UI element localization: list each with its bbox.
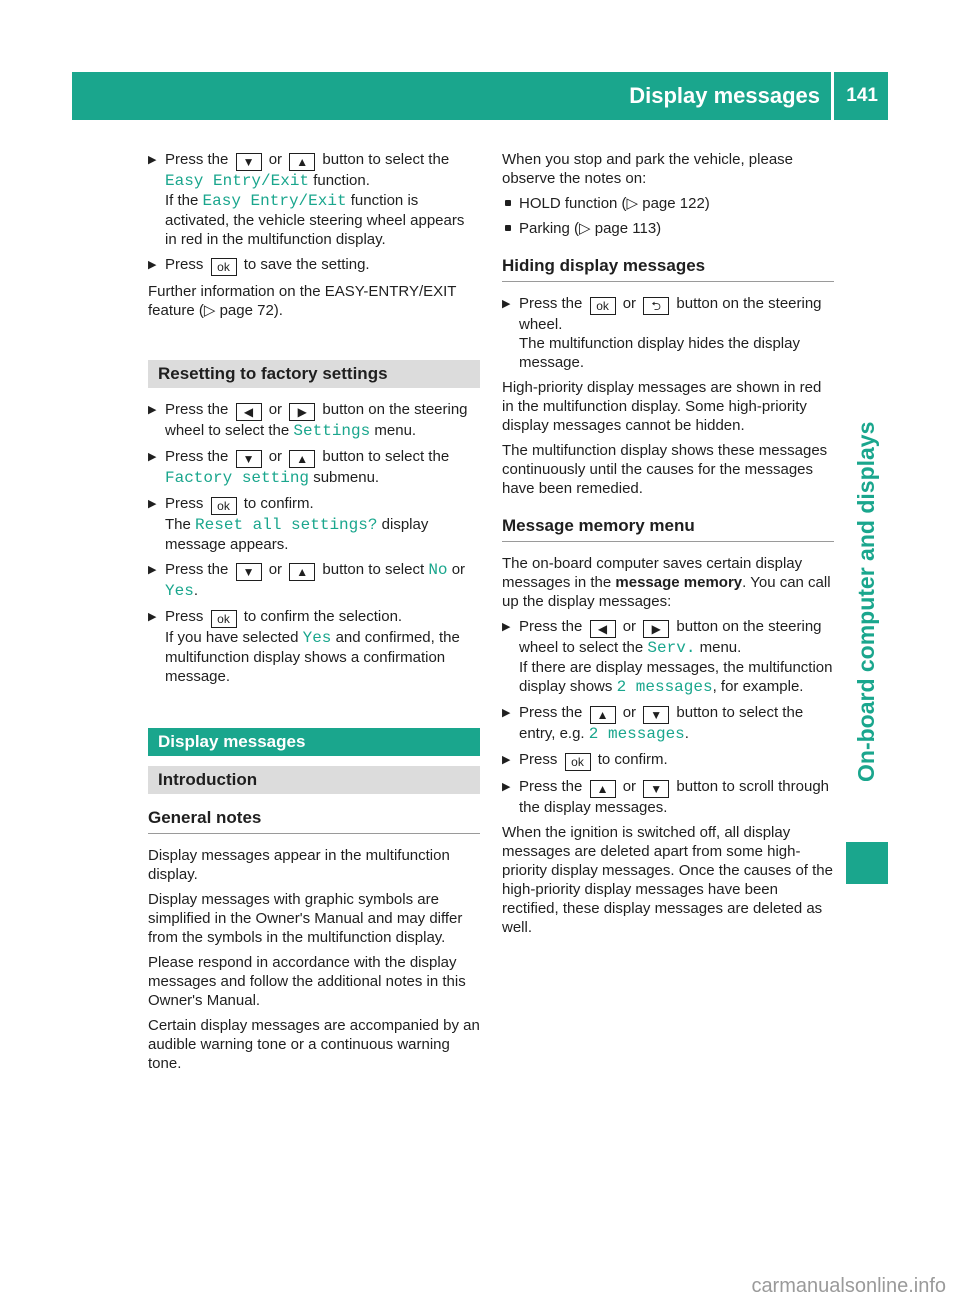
display-code: Easy Entry/Exit <box>202 192 347 210</box>
left-column <box>148 150 480 1079</box>
up-key-icon: ▲ <box>289 563 315 581</box>
text: or <box>268 151 283 168</box>
text: or <box>268 561 283 578</box>
text: button to select the <box>322 448 450 465</box>
text: Press the <box>519 778 583 795</box>
paragraph: When you stop and park the vehicle, please observe the notes on: <box>502 151 794 187</box>
text: menu. <box>374 422 417 439</box>
text: or <box>268 448 283 465</box>
step <box>148 447 480 488</box>
left-key-icon: ◀ <box>236 403 262 421</box>
subsection-heading: Message memory menu <box>502 516 834 542</box>
text: or <box>622 618 637 635</box>
text: button to select the <box>322 151 450 168</box>
right-key-icon: ▶ <box>289 403 315 421</box>
text: or <box>622 295 637 312</box>
paragraph: Further information on the EASY-ENTRY/EXIT feature (▷ page 72). <box>148 283 457 319</box>
paragraph: Display messages with graphic symbols are simplified in the Owner's Manual and may differ from the symbols in the multifunction display. <box>148 891 463 946</box>
text: , for example. <box>712 678 804 695</box>
list-item: Parking (▷ page 113) <box>502 219 834 238</box>
text: to confirm. <box>243 495 314 512</box>
text: . <box>684 725 689 742</box>
text: button on the steering wheel to select the <box>165 401 468 439</box>
step <box>148 255 480 276</box>
up-key-icon: ▲ <box>289 450 315 468</box>
side-marker <box>846 842 888 884</box>
display-code: 2 messages <box>588 725 685 743</box>
display-code: Serv. <box>647 639 696 657</box>
text: and confirmed, the multifunction display shows a confirmation message. <box>165 629 460 685</box>
text: button to select the entry, e.g. <box>519 704 804 742</box>
ok-key-icon: ok <box>211 497 237 515</box>
step <box>502 750 834 771</box>
text: to confirm. <box>597 751 668 768</box>
right-column <box>502 150 834 943</box>
up-key-icon: ▲ <box>590 706 616 724</box>
text: Press <box>165 608 204 625</box>
page-number: 141 <box>846 85 878 106</box>
display-code: Easy Entry/Exit <box>165 172 310 190</box>
text: Press the <box>519 295 583 312</box>
text: or <box>622 778 637 795</box>
step <box>502 703 834 744</box>
text: The on-board computer saves certain display messages in the <box>502 555 803 591</box>
down-key-icon: ▼ <box>236 563 262 581</box>
display-code: No <box>428 561 448 579</box>
text: or <box>622 704 637 721</box>
display-code: 2 messages <box>616 678 713 696</box>
text: or <box>451 561 466 578</box>
text: Press <box>165 495 204 512</box>
paragraph: High-priority display messages are shown in red in the multifunction display. Some high-priority display messages cannot be hidden. <box>502 379 822 434</box>
down-key-icon: ▼ <box>236 450 262 468</box>
watermark: carmanualsonline.info <box>751 1275 946 1297</box>
ok-key-icon: ok <box>211 610 237 628</box>
up-key-icon: ▲ <box>289 153 315 171</box>
header-divider <box>831 72 834 120</box>
text: Press the <box>519 704 583 721</box>
right-key-icon: ▶ <box>643 620 669 638</box>
paragraph: Display messages appear in the multifunction display. <box>148 847 450 883</box>
text: The <box>165 516 191 533</box>
down-key-icon: ▼ <box>643 706 669 724</box>
display-code: Reset all settings? <box>195 516 378 534</box>
step <box>502 777 834 817</box>
display-code: Yes <box>165 582 194 600</box>
text: button on the steering wheel. <box>519 295 822 333</box>
ok-key-icon: ok <box>590 297 616 315</box>
step <box>148 607 480 686</box>
step <box>148 400 480 441</box>
text: Press the <box>165 401 229 418</box>
text: . You can call up the display messages: <box>502 574 831 610</box>
step <box>148 494 480 554</box>
text: Press the <box>519 618 583 635</box>
paragraph: The multifunction display shows these messages continuously until the causes for the messages have been remedied. <box>502 442 828 497</box>
paragraph: Certain display messages are accompanied by an audible warning tone or a continuous warning tone. <box>148 1017 480 1072</box>
chapter-heading: Display messages <box>148 728 480 756</box>
text: If the <box>165 192 199 209</box>
section-heading: Introduction <box>148 766 480 794</box>
text: function is activated, the vehicle steering wheel appears in red in the multifunction display. <box>165 192 465 248</box>
text: or <box>268 401 283 418</box>
text: function. <box>313 172 370 189</box>
page-header <box>72 72 888 120</box>
text: If you have selected <box>165 629 299 646</box>
text: button on the steering wheel to select the <box>519 618 822 656</box>
ok-key-icon: ok <box>211 258 237 276</box>
text: button to scroll through the display messages. <box>519 778 829 816</box>
text: display message appears. <box>165 516 429 553</box>
text: The multifunction display hides the display message. <box>519 335 800 371</box>
text: Press <box>165 256 204 273</box>
list-item: HOLD function (▷ page 122) <box>502 194 834 213</box>
paragraph: When the ignition is switched off, all display messages are deleted apart from some high-priority display messages. Once the causes of the high-priority display messages have been rectified, these display messages are deleted as well. <box>502 824 833 936</box>
text: Press the <box>165 561 229 578</box>
text: If there are display messages, the multifunction display shows <box>519 659 833 695</box>
text: to save the setting. <box>243 256 370 273</box>
header-title: Display messages <box>629 83 820 108</box>
side-tab-label: On-board computer and displays <box>853 421 879 782</box>
bold-text: message memory <box>615 574 743 591</box>
paragraph: Please respond in accordance with the display messages and follow the additional notes in this Owner's Manual. <box>148 954 466 1009</box>
subsection-heading: General notes <box>148 808 480 834</box>
step <box>148 150 480 249</box>
paragraph <box>502 554 834 611</box>
display-code: Yes <box>302 629 332 647</box>
text: to confirm the selection. <box>243 608 403 625</box>
step <box>502 294 834 372</box>
text: Press the <box>165 448 229 465</box>
up-key-icon: ▲ <box>590 780 616 798</box>
step <box>148 560 480 601</box>
step <box>502 617 834 697</box>
text: button to select <box>322 561 425 578</box>
down-key-icon: ▼ <box>643 780 669 798</box>
text: . <box>193 582 198 599</box>
side-tab <box>846 142 888 802</box>
section-heading: Resetting to factory settings <box>148 360 480 388</box>
text: Press the <box>165 151 229 168</box>
left-key-icon: ◀ <box>590 620 616 638</box>
text: Press <box>519 751 558 768</box>
text: submenu. <box>313 469 380 486</box>
back-key-icon: ⮌ <box>643 297 669 315</box>
subsection-heading: Hiding display messages <box>502 256 834 282</box>
text: menu. <box>699 639 742 656</box>
display-code: Settings <box>293 422 371 440</box>
display-code: Factory setting <box>165 469 310 487</box>
ok-key-icon: ok <box>565 753 591 771</box>
down-key-icon: ▼ <box>236 153 262 171</box>
